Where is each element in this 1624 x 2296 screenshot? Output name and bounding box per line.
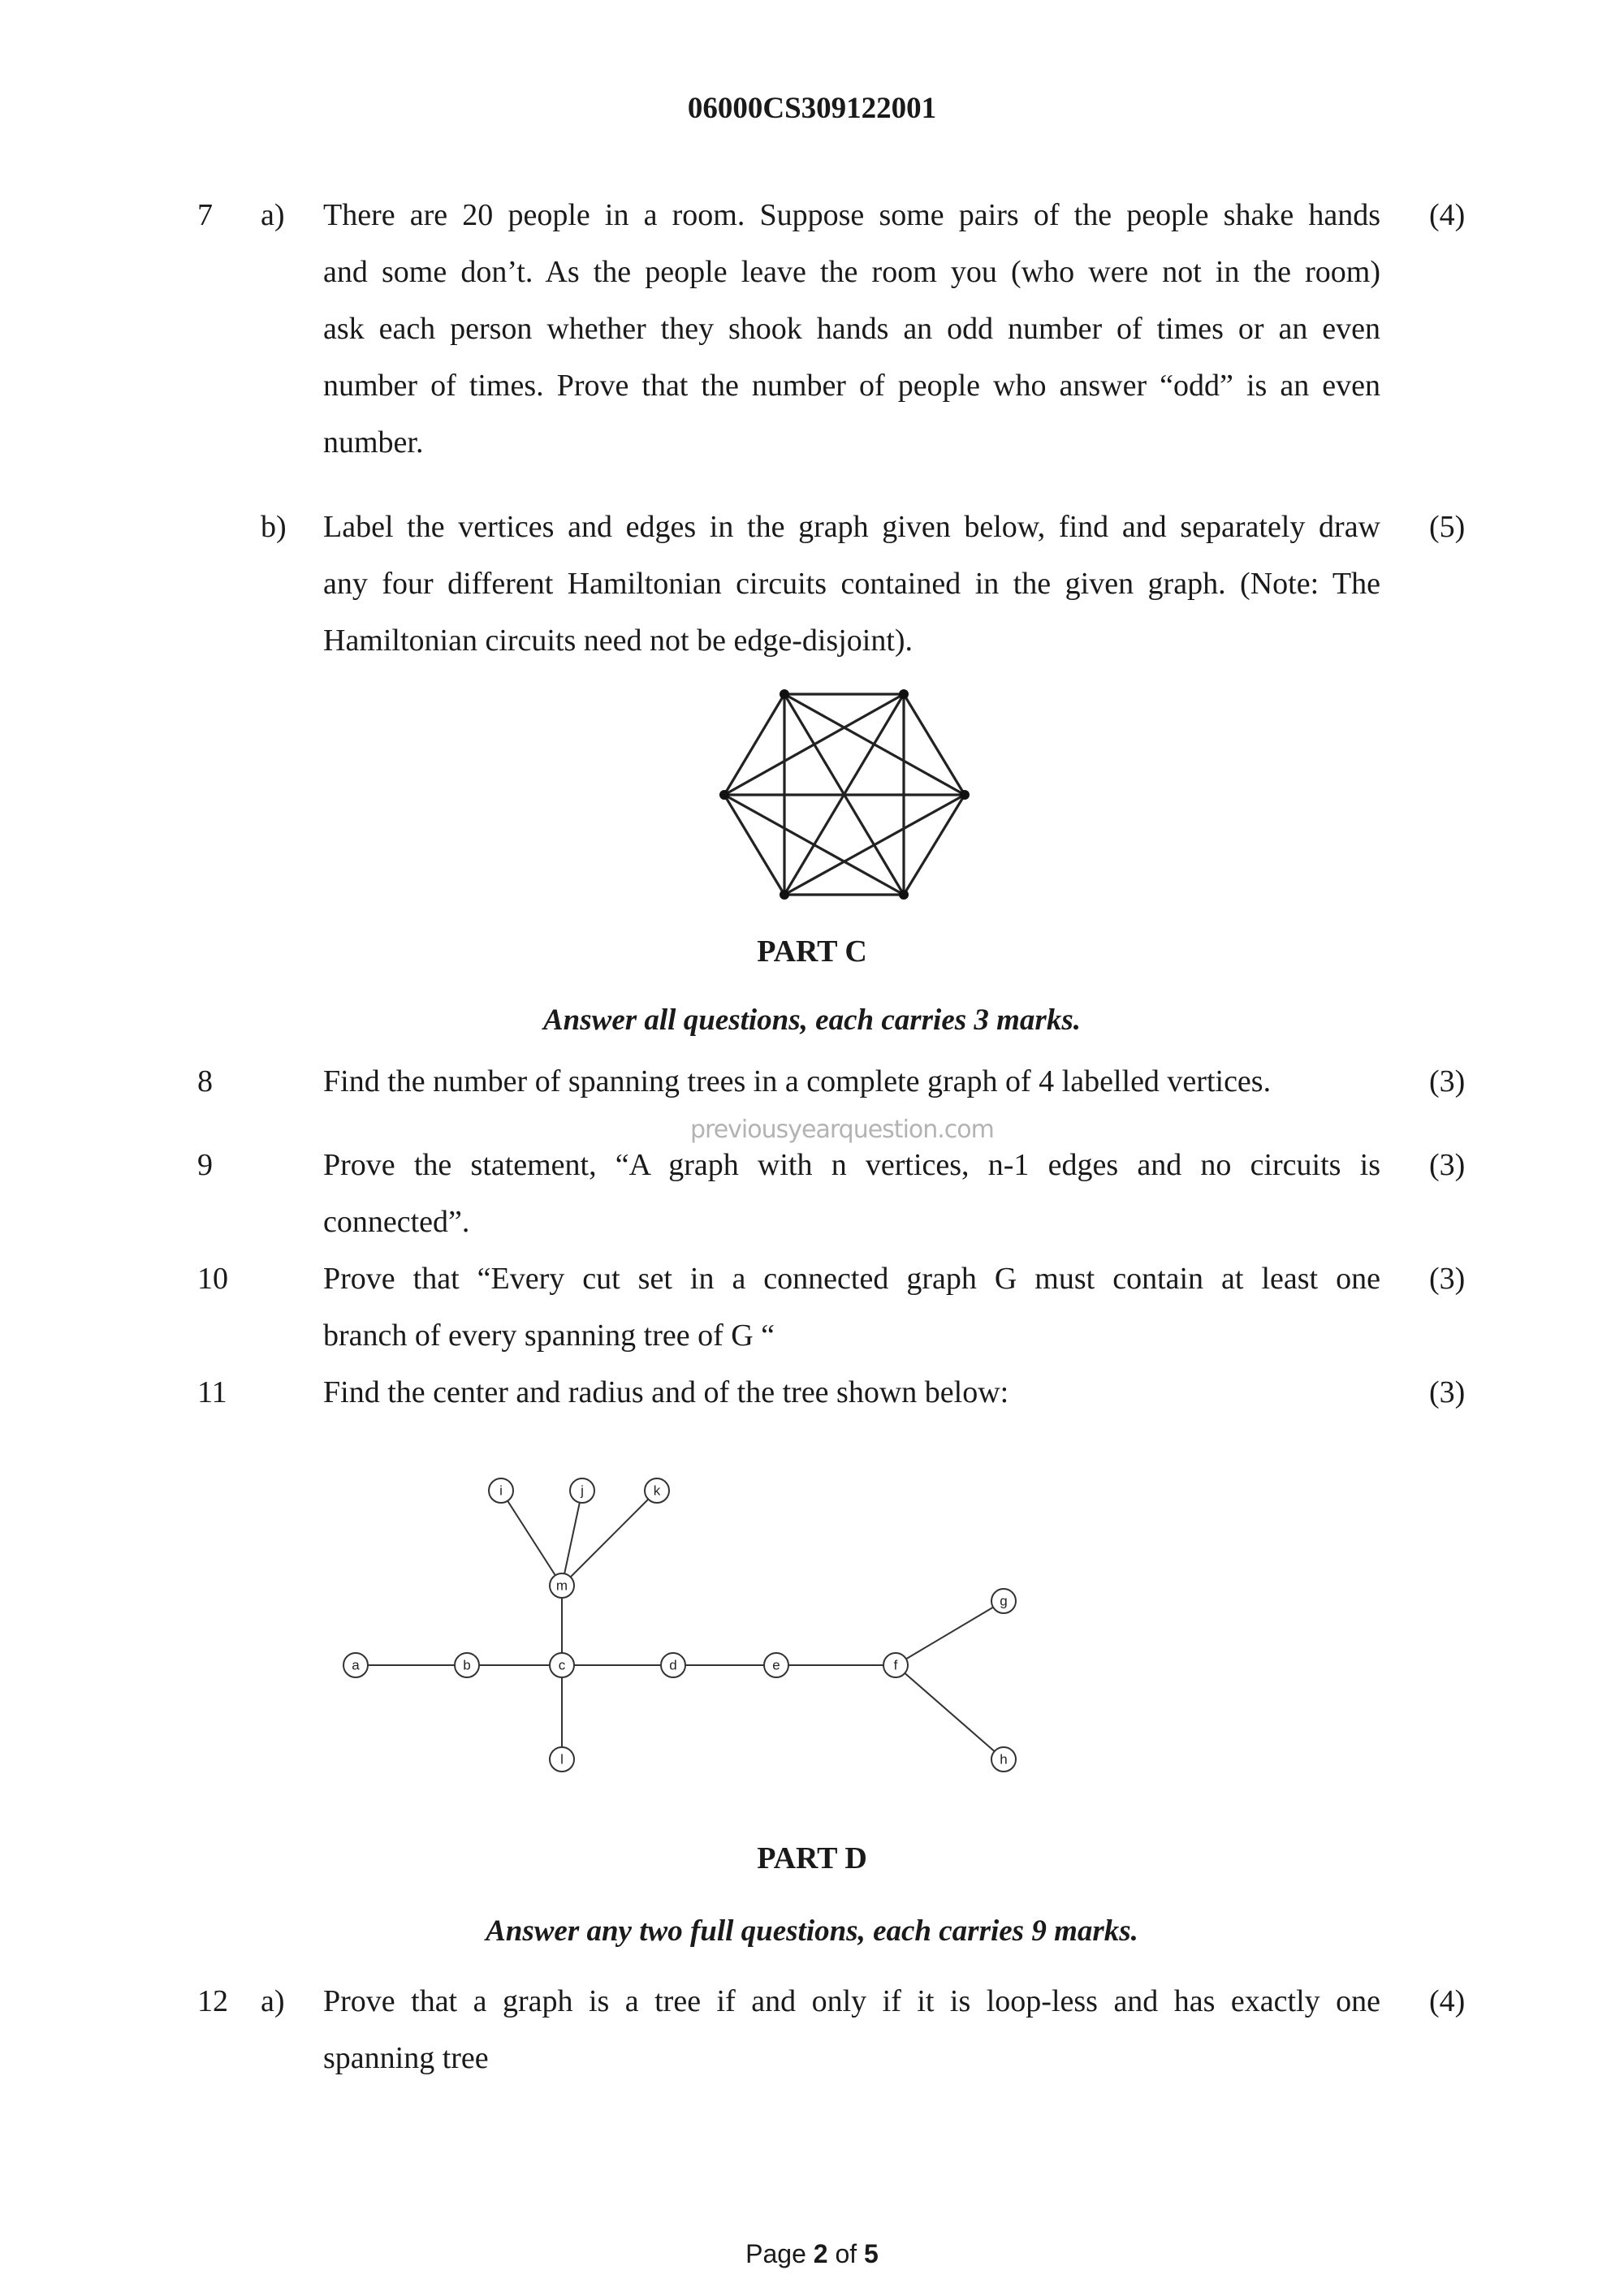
question-12a-marks: (4) bbox=[1429, 1984, 1466, 2018]
question-7-number: 7 bbox=[197, 198, 213, 232]
question-7a-line-5: number. bbox=[323, 425, 424, 460]
document-code-header: 06000CS309122001 bbox=[687, 92, 937, 125]
tree-label-i: i bbox=[499, 1482, 503, 1499]
part-d-instruction: Answer any two full questions, each carries 9 marks. bbox=[486, 1914, 1138, 1948]
watermark-text: previousyearquestion.com bbox=[690, 1116, 994, 1144]
question-12a-label: a) bbox=[261, 1984, 285, 2018]
question-8-text: Find the number of spanning trees in a complete graph of 4 labelled vertices. bbox=[323, 1064, 1272, 1098]
tree-label-h: h bbox=[1000, 1751, 1008, 1767]
page-footer bbox=[0, 2239, 1624, 2269]
question-7a-line-3: ask each person whether they shook hands an odd number of times or an even bbox=[323, 312, 1380, 346]
question-10-marks: (3) bbox=[1429, 1262, 1466, 1296]
question-12a-line-2: spanning tree bbox=[323, 2041, 489, 2075]
footer-middle: of bbox=[827, 2239, 865, 2268]
question-10-line-2: branch of every spanning tree of G “ bbox=[323, 1318, 775, 1353]
part-d-heading: PART D bbox=[757, 1841, 867, 1875]
question-8-number: 8 bbox=[197, 1064, 213, 1098]
tree-label-a: a bbox=[352, 1657, 360, 1673]
tree-label-b: b bbox=[463, 1657, 471, 1673]
question-10-line-1: Prove that “Every cut set in a connected graph G must contain at least one bbox=[323, 1262, 1380, 1296]
tree-label-k: k bbox=[653, 1482, 661, 1499]
tree-label-e: e bbox=[772, 1657, 780, 1673]
tree-label-l: l bbox=[560, 1751, 564, 1767]
question-9-line-2: connected”. bbox=[323, 1205, 470, 1239]
footer-total-pages: 5 bbox=[864, 2239, 879, 2268]
question-11-text: Find the center and radius and of the tree shown below: bbox=[323, 1375, 1009, 1409]
tree-label-g: g bbox=[1000, 1593, 1008, 1609]
question-7a-line-2: and some don’t. As the people leave the room you (who were not in the room) bbox=[323, 255, 1380, 289]
question-11-marks: (3) bbox=[1429, 1375, 1466, 1409]
tree-label-d: d bbox=[669, 1657, 677, 1673]
question-12a-line-1: Prove that a graph is a tree if and only if it is loop-less and has exactly one bbox=[323, 1984, 1380, 2018]
question-7a-label: a) bbox=[261, 198, 285, 232]
tree-label-j: j bbox=[581, 1482, 584, 1499]
footer-current-page: 2 bbox=[813, 2239, 828, 2268]
question-7b-line-1: Label the vertices and edges in the graph given below, find and separately draw bbox=[323, 510, 1380, 544]
question-7a-line-1: There are 20 people in a room. Suppose some pairs of the people shake hands bbox=[323, 198, 1380, 232]
question-7b-label: b) bbox=[261, 510, 287, 544]
part-c-instruction: Answer all questions, each carries 3 marks. bbox=[543, 1003, 1081, 1037]
question-12-number: 12 bbox=[197, 1984, 228, 2018]
question-7b-line-2: any four different Hamiltonian circuits contained in the given graph. (Note: The bbox=[323, 567, 1380, 601]
question-7b-marks: (5) bbox=[1429, 510, 1466, 544]
question-7b-line-3: Hamiltonian circuits need not be edge-disjoint). bbox=[323, 624, 914, 658]
question-8-marks: (3) bbox=[1429, 1064, 1466, 1098]
question-10-number: 10 bbox=[197, 1262, 228, 1296]
question-9-marks: (3) bbox=[1429, 1148, 1466, 1182]
tree-label-c: c bbox=[558, 1657, 566, 1673]
question-9-number: 9 bbox=[197, 1148, 213, 1182]
part-c-heading: PART C bbox=[757, 934, 867, 969]
question-7a-line-4: number of times. Prove that the number of people who answer “odd” is an even bbox=[323, 369, 1380, 403]
question-9-line-1: Prove the statement, “A graph with n vertices, n-1 edges and no circuits is bbox=[323, 1148, 1380, 1182]
footer-prefix: Page bbox=[745, 2239, 814, 2268]
question-7a-marks: (4) bbox=[1429, 198, 1466, 232]
tree-label-m: m bbox=[555, 1577, 568, 1594]
tree-label-f: f bbox=[893, 1657, 898, 1673]
question-11-number: 11 bbox=[197, 1375, 227, 1409]
